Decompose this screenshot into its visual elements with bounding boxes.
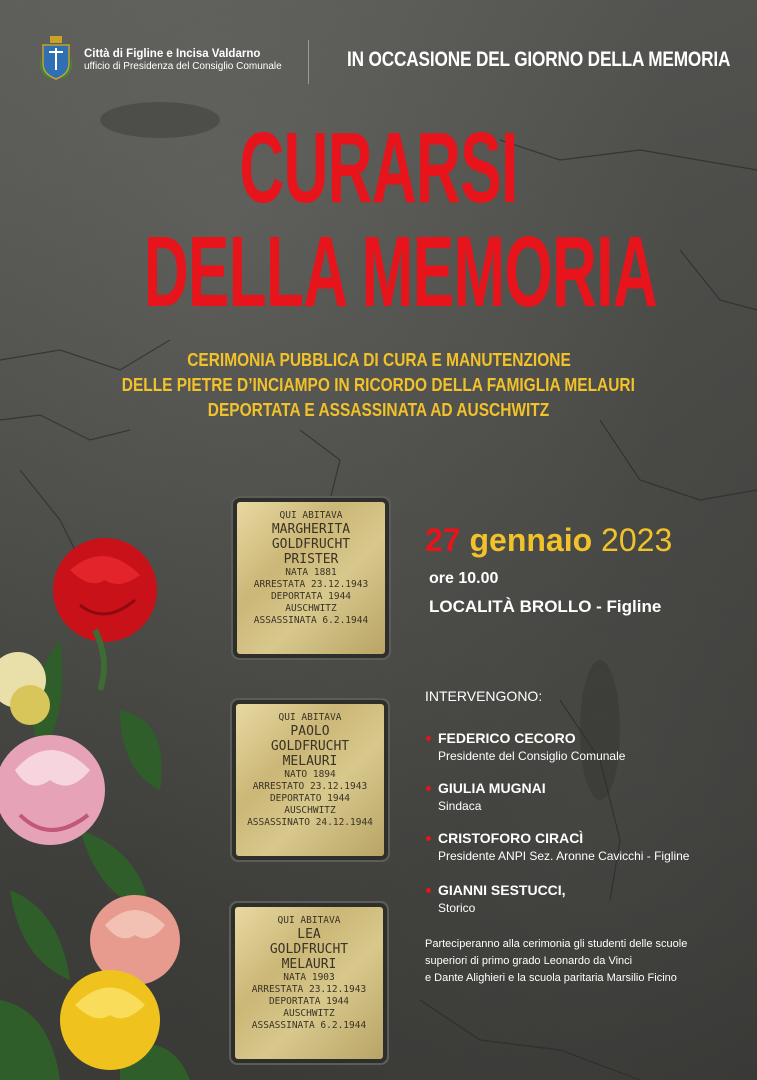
event-place: LOCALITÀ BROLLO - Figline: [429, 597, 662, 616]
bullet-icon: [426, 836, 431, 841]
red-rose-icon: [53, 538, 157, 690]
stone-line: ARRESTATO 23.12.1943: [252, 781, 368, 792]
stone-line: NATA 1903: [283, 972, 335, 983]
yellow-rose-icon: [60, 970, 160, 1070]
stone-line: ARRESTATA 23.12.1943: [253, 579, 369, 590]
stone-line: PAOLO: [290, 724, 330, 739]
note-line: Parteciperanno alla cerimonia gli studenti delle scuole: [425, 938, 688, 950]
memorial-stone-paolo: [236, 704, 384, 856]
bullet-icon: [426, 786, 431, 791]
org-name: Città di Figline e Incisa Valdarno: [84, 48, 261, 60]
stone-line: QUI ABITAVA: [277, 915, 341, 926]
participants-note: [425, 936, 745, 987]
stone-line: ARRESTATA 23.12.1943: [251, 984, 367, 995]
stone-line: DEPORTATA 1944: [270, 591, 352, 602]
stone-line: MELAURI: [282, 754, 338, 769]
note-line: e Dante Alighieri e la scuola paritaria Marsilio Ficino: [425, 972, 677, 984]
subtitle-line3: DEPORTATA E ASSASSINATA AD AUSCHWITZ: [207, 400, 550, 420]
stone-line: NATA 1881: [285, 567, 337, 578]
speaker-name: GIANNI SESTUCCI,: [438, 882, 566, 898]
stone-line: AUSCHWITZ: [284, 805, 336, 816]
stone-line: DEPORTATO 1944: [269, 793, 351, 804]
stone-line: GOLDFRUCHT: [271, 537, 351, 552]
org-subtitle: ufficio di Presidenza del Consiglio Comunale: [84, 61, 282, 73]
speakers-heading: INTERVENGONO:: [425, 688, 543, 704]
event-month: gennaio: [469, 522, 593, 558]
stone-line: MELAURI: [281, 957, 337, 972]
main-title-line2: DELLA MEMORIA: [143, 216, 657, 328]
main-title-line1: CURARSI: [239, 112, 518, 224]
stone-line: GOLDFRUCHT: [269, 942, 349, 957]
stone-line: PRISTER: [283, 552, 339, 567]
speaker-name: CRISTOFORO CIRACÌ: [438, 830, 584, 846]
speaker-name: FEDERICO CECORO: [438, 730, 576, 746]
city-crest-logo: [40, 36, 72, 80]
speaker-role: Sindaca: [438, 799, 482, 813]
bullet-icon: [426, 888, 431, 893]
stone-line: ASSASSINATO 24.12.1944: [247, 817, 373, 828]
stone-line: LEA: [297, 927, 321, 942]
occasion-heading: IN OCCASIONE DEL GIORNO DELLA MEMORIA: [347, 48, 731, 71]
speaker-role: Presidente ANPI Sez. Aronne Cavicchi - Figline: [438, 849, 690, 863]
event-date: [425, 522, 672, 559]
pink-rose-icon: [0, 735, 105, 845]
event-day: 27: [425, 522, 461, 558]
speaker-item: [426, 780, 746, 813]
event-year: 2023: [601, 522, 673, 558]
stone-line: DEPORTATA 1944: [268, 996, 350, 1007]
subtitle-line1: CERIMONIA PUBBLICA DI CURA E MANUTENZIONE: [186, 350, 571, 370]
stone-line: GOLDFRUCHT: [270, 739, 350, 754]
speaker-item: [426, 730, 746, 763]
memorial-stone-lea: [235, 907, 383, 1059]
stone-line: AUSCHWITZ: [285, 603, 337, 614]
stone-line: MARGHERITA: [271, 522, 351, 537]
event-time: ore 10.00: [429, 570, 499, 587]
stone-line: ASSASSINATA 6.2.1944: [253, 615, 369, 626]
stone-line: QUI ABITAVA: [279, 510, 343, 521]
speaker-role: Storico: [438, 901, 476, 915]
stone-line: ASSASSINATA 6.2.1944: [251, 1020, 367, 1031]
organization: [84, 47, 282, 74]
speaker-name: GIULIA MUGNAI: [438, 780, 546, 796]
subtitle-line2: DELLE PIETRE D’INCIAMPO IN RICORDO DELLA FAMIGLIA MELAURI: [121, 375, 636, 395]
speaker-item: [426, 830, 746, 863]
stone-line: NATO 1894: [284, 769, 336, 780]
memorial-stone-margherita: [237, 502, 385, 654]
header-divider: [308, 40, 309, 84]
bullet-icon: [426, 736, 431, 741]
speaker-role: Presidente del Consiglio Comunale: [438, 749, 626, 763]
stone-line: AUSCHWITZ: [283, 1008, 335, 1019]
roses-illustration: [0, 530, 200, 1080]
note-line: superiori di primo grado Leonardo da Vinci: [425, 955, 633, 967]
stone-line: QUI ABITAVA: [278, 712, 342, 723]
speaker-item: [426, 882, 746, 915]
